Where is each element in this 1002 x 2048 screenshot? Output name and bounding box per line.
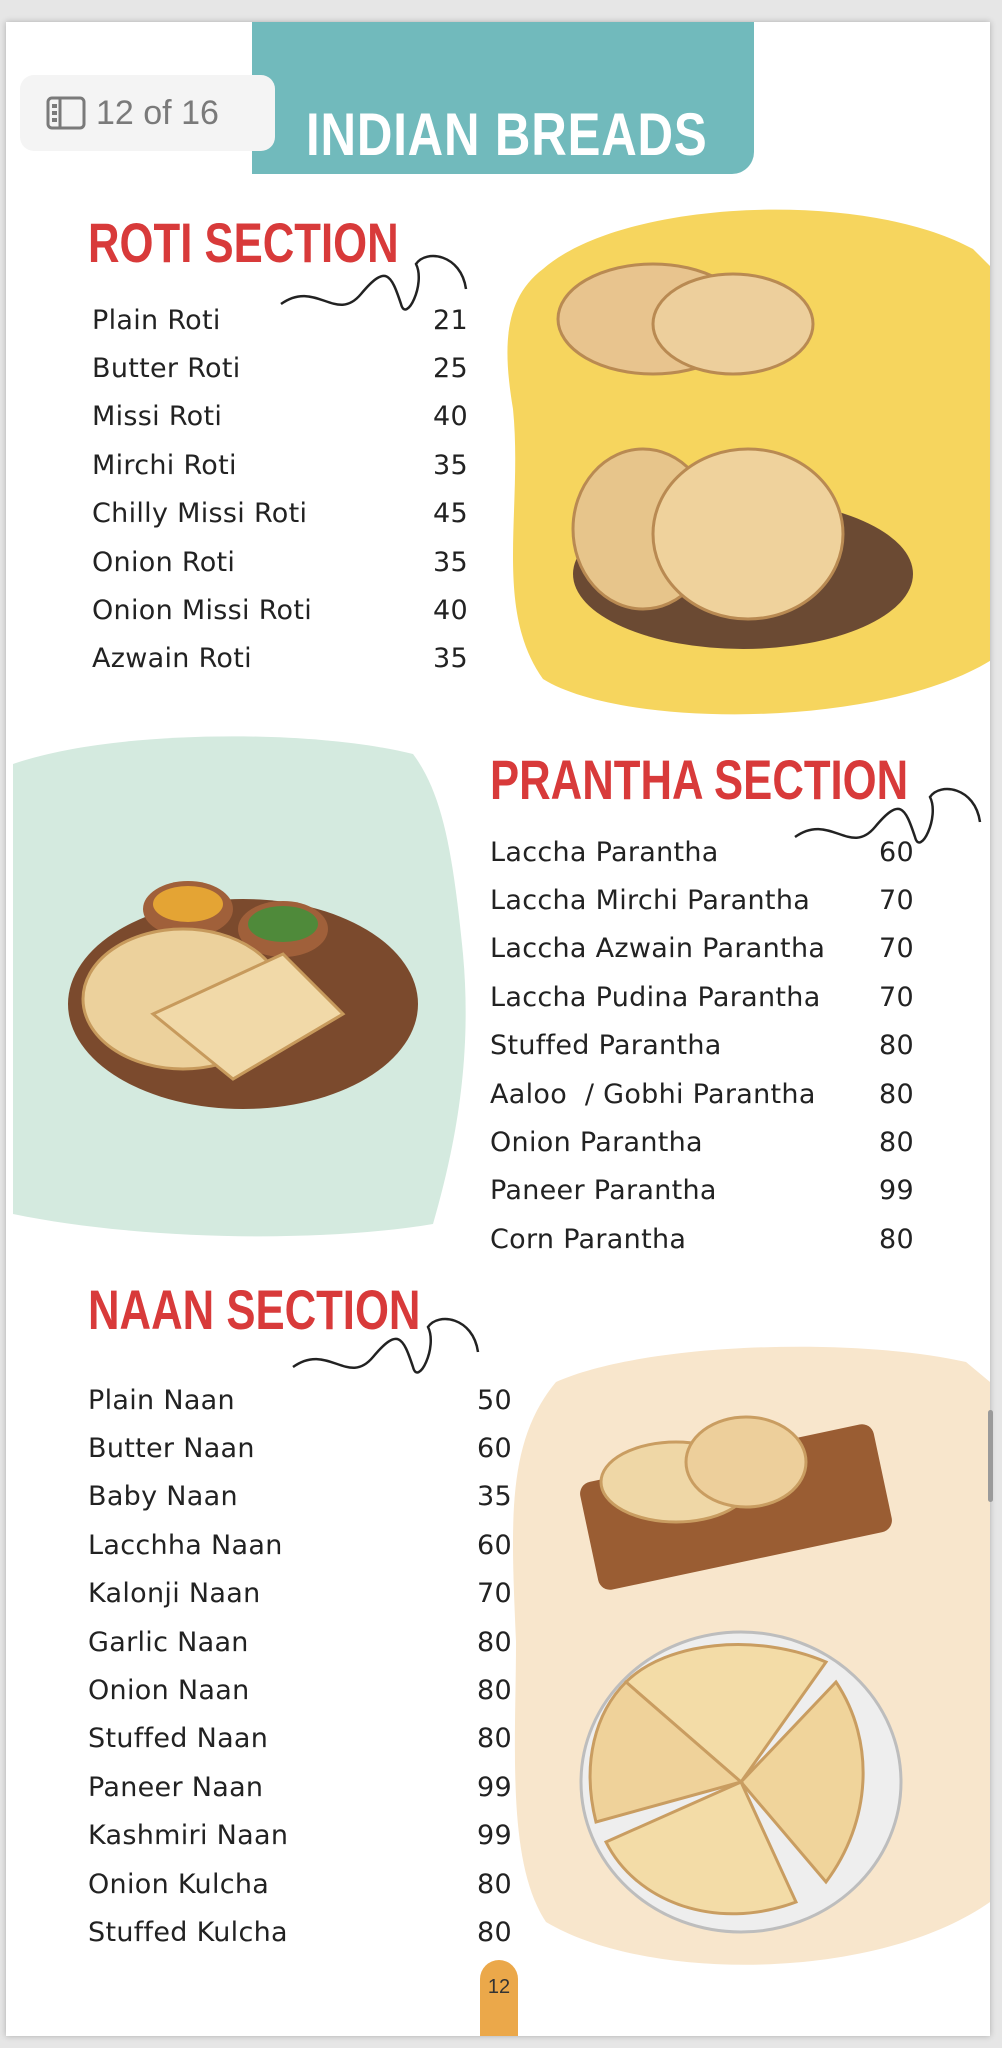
prantha-list xyxy=(490,828,914,1264)
page-title: INDIAN BREADS xyxy=(306,101,708,168)
naan-list xyxy=(88,1376,512,1957)
item-price: 80 xyxy=(879,1127,914,1159)
item-name: Lacchha Naan xyxy=(88,1529,283,1561)
menu-item xyxy=(88,1424,512,1472)
menu-item xyxy=(88,1812,512,1860)
item-price: 80 xyxy=(477,1916,512,1948)
item-price: 80 xyxy=(879,1223,914,1255)
item-name: Garlic Naan xyxy=(88,1626,249,1658)
menu-item xyxy=(88,1908,512,1956)
item-price: 40 xyxy=(433,401,468,433)
item-name: Laccha Mirchi Parantha xyxy=(490,885,811,917)
menu-item xyxy=(490,1118,914,1166)
item-price: 70 xyxy=(879,885,914,917)
item-price: 35 xyxy=(433,449,468,481)
item-name: Paneer Parantha xyxy=(490,1175,717,1207)
item-price: 99 xyxy=(477,1820,512,1852)
item-price: 70 xyxy=(477,1578,512,1610)
menu-item xyxy=(88,1715,512,1763)
menu-item xyxy=(88,1473,512,1521)
menu-item xyxy=(88,1618,512,1666)
item-name: Missi Roti xyxy=(92,401,223,433)
sidebar-icon xyxy=(46,96,86,130)
item-name: Laccha Pudina Parantha xyxy=(490,981,821,1013)
item-price: 80 xyxy=(879,1078,914,1110)
item-price: 45 xyxy=(433,498,468,530)
menu-item xyxy=(92,490,468,538)
menu-item xyxy=(490,973,914,1021)
item-name: Stuffed Kulcha xyxy=(88,1916,288,1948)
item-name: Mirchi Roti xyxy=(92,449,237,481)
item-name: Plain Naan xyxy=(88,1384,235,1416)
item-price: 50 xyxy=(477,1384,512,1416)
item-name: Kalonji Naan xyxy=(88,1578,261,1610)
item-price: 99 xyxy=(879,1175,914,1207)
item-price: 21 xyxy=(433,304,468,336)
roti-section-title: ROTI SECTION xyxy=(88,211,399,274)
page-indicator[interactable] xyxy=(20,75,275,151)
item-price: 25 xyxy=(433,353,468,385)
item-price: 80 xyxy=(477,1723,512,1755)
item-price: 80 xyxy=(477,1626,512,1658)
item-name: Onion Roti xyxy=(92,546,236,578)
item-name: Chilly Missi Roti xyxy=(92,498,308,530)
menu-item xyxy=(92,441,468,489)
item-name: Aaloo / Gobhi Parantha xyxy=(490,1078,816,1110)
menu-item xyxy=(490,1167,914,1215)
roti-image xyxy=(503,209,990,719)
menu-item xyxy=(88,1763,512,1811)
item-price: 35 xyxy=(433,546,468,578)
item-name: Butter Roti xyxy=(92,353,241,385)
item-name: Butter Naan xyxy=(88,1433,255,1465)
menu-item xyxy=(88,1376,512,1424)
prantha-section-title: PRANTHA SECTION xyxy=(490,748,909,811)
menu-item xyxy=(88,1521,512,1569)
menu-item xyxy=(490,1022,914,1070)
menu-page xyxy=(6,22,990,2036)
item-name: Corn Parantha xyxy=(490,1223,687,1255)
item-price: 80 xyxy=(477,1868,512,1900)
item-price: 70 xyxy=(879,933,914,965)
menu-item xyxy=(490,876,914,924)
item-price: 60 xyxy=(879,836,914,868)
item-name: Azwain Roti xyxy=(92,643,252,675)
item-name: Stuffed Naan xyxy=(88,1723,269,1755)
naan-section-title: NAAN SECTION xyxy=(88,1278,421,1341)
page-indicator-label: 12 of 16 xyxy=(96,93,219,132)
item-price: 70 xyxy=(879,981,914,1013)
menu-item xyxy=(490,925,914,973)
item-name: Onion Naan xyxy=(88,1675,250,1707)
menu-item xyxy=(88,1860,512,1908)
menu-item xyxy=(92,635,468,683)
item-price: 40 xyxy=(433,595,468,627)
item-price: 99 xyxy=(477,1771,512,1803)
menu-item xyxy=(88,1666,512,1714)
item-name: Laccha Parantha xyxy=(490,836,719,868)
item-name: Paneer Naan xyxy=(88,1771,264,1803)
item-price: 35 xyxy=(433,643,468,675)
item-name: Onion Missi Roti xyxy=(92,595,313,627)
item-price: 80 xyxy=(477,1675,512,1707)
item-name: Baby Naan xyxy=(88,1481,238,1513)
menu-item xyxy=(92,393,468,441)
item-price: 80 xyxy=(879,1030,914,1062)
item-name: Onion Kulcha xyxy=(88,1868,270,1900)
menu-item xyxy=(92,344,468,392)
item-price: 35 xyxy=(477,1481,512,1513)
item-name: Plain Roti xyxy=(92,304,221,336)
prantha-image xyxy=(13,734,478,1239)
menu-item xyxy=(88,1570,512,1618)
menu-item xyxy=(92,538,468,586)
scrollbar[interactable] xyxy=(988,1410,993,1502)
menu-item xyxy=(490,1215,914,1263)
item-name: Stuffed Parantha xyxy=(490,1030,722,1062)
item-price: 60 xyxy=(477,1433,512,1465)
item-price: 60 xyxy=(477,1529,512,1561)
menu-item xyxy=(490,1070,914,1118)
naan-image xyxy=(496,1342,990,1982)
item-name: Onion Parantha xyxy=(490,1127,703,1159)
menu-item xyxy=(490,828,914,876)
item-name: Laccha Azwain Parantha xyxy=(490,933,826,965)
roti-list xyxy=(92,296,468,683)
menu-item xyxy=(92,296,468,344)
item-name: Kashmiri Naan xyxy=(88,1820,289,1852)
menu-item xyxy=(92,586,468,634)
page-number-badge: 12 xyxy=(480,1960,518,2036)
